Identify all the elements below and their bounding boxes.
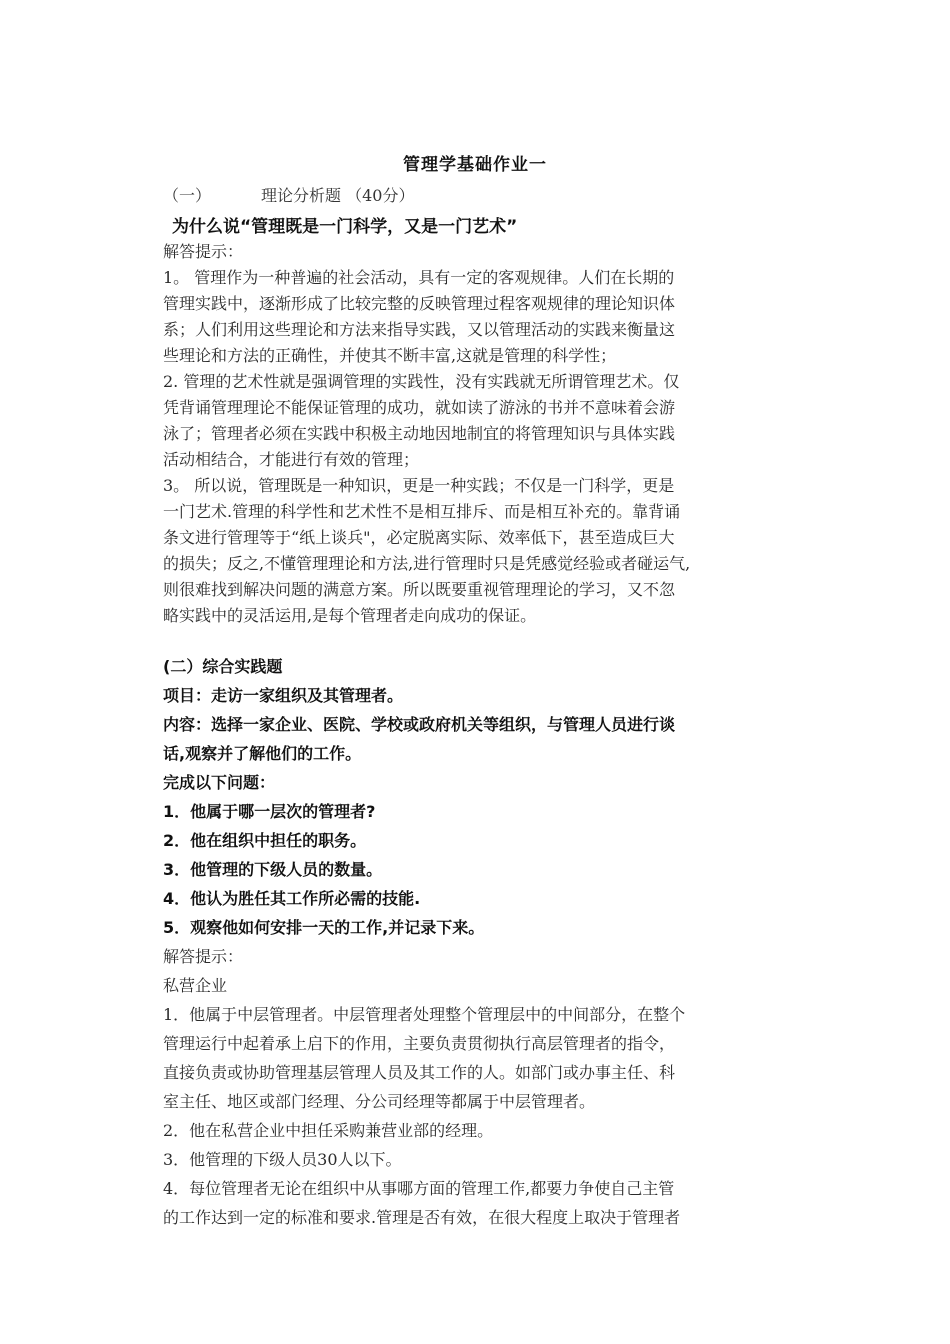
paragraph-line: 系；人们利用这些理论和方法来指导实践，又以管理活动的实践来衡量这 xyxy=(163,320,676,339)
section1-question: 为什么说“管理既是一门科学，又是一门艺术” xyxy=(172,217,518,237)
section1-body xyxy=(163,239,803,629)
section2-org-type: 私营企业 xyxy=(163,976,228,995)
question-item: 4．他认为胜任其工作所必需的技能. xyxy=(163,889,421,908)
paragraph-line: 的损失；反之,不懂管理理论和方法,进行管理时只是凭感觉经验或者碰运气, xyxy=(163,554,691,573)
question-item: 2．他在组织中担任的职务。 xyxy=(163,831,367,850)
section1-label: 理论分析题 （40分） xyxy=(261,186,415,205)
answer-line: 管理运行中起着承上启下的作用，主要负责贯彻执行高层管理者的指令， xyxy=(163,1034,676,1053)
paragraph-line: 泳了；管理者必须在实践中积极主动地因地制宜的将管理知识与具体实践 xyxy=(163,424,676,443)
section1-heading xyxy=(163,183,414,206)
section2-content-line: 内容：选择一家企业、医院、学校或政府机关等组织，与管理人员进行谈 xyxy=(163,715,676,734)
paragraph-line: 凭背诵管理理论不能保证管理的成功，就如读了游泳的书并不意味着会游 xyxy=(163,398,676,417)
question-item: 3．他管理的下级人员的数量。 xyxy=(163,860,383,879)
section2-prompt: 完成以下问题： xyxy=(163,773,276,792)
question-item: 5．观察他如何安排一天的工作,并记录下来。 xyxy=(163,918,485,937)
paragraph-line: 活动相结合，才能进行有效的管理； xyxy=(163,450,420,469)
paragraph-line: 条文进行管理等于“纸上谈兵"，必定脱离实际、效率低下，甚至造成巨大 xyxy=(163,528,675,547)
question-item: 1．他属于哪一层次的管理者? xyxy=(163,802,376,821)
answer-line: 1．他属于中层管理者。中层管理者处理整个管理层中的中间部分，在整个 xyxy=(163,1005,686,1024)
section1-number: （一） xyxy=(163,186,212,205)
answer-line: 的工作达到一定的标准和要求.管理是否有效，在很大程度上取决于管理者 xyxy=(163,1208,681,1227)
paragraph-line: 3。 所以说，管理既是一种知识，更是一种实践；不仅是一门科学，更是 xyxy=(163,476,675,495)
answer-line: 室主任、地区或部门经理、分公司经理等都属于中层管理者。 xyxy=(163,1092,596,1111)
section2-content-line: 话,观察并了解他们的工作。 xyxy=(163,744,362,763)
paragraph-line: 一门艺术.管理的科学性和艺术性不是相互排斥、而是相互补充的。靠背诵 xyxy=(163,502,681,521)
document-title: 管理学基础作业一 xyxy=(403,155,547,175)
section2-body xyxy=(163,652,803,1232)
answer-line: 直接负责或协助管理基层管理人员及其工作的人。如部门或办事主任、科 xyxy=(163,1063,676,1082)
section2-project: 项目：走访一家组织及其管理者。 xyxy=(163,686,404,705)
paragraph-line: 些理论和方法的正确性，并使其不断丰富,这就是管理的科学性； xyxy=(163,346,617,365)
section2-hint-label: 解答提示： xyxy=(163,947,244,966)
paragraph-line: 管理实践中，逐渐形成了比较完整的反映管理过程客观规律的理论知识体 xyxy=(163,294,676,313)
answer-line: 3．他管理的下级人员30人以下。 xyxy=(163,1150,402,1169)
paragraph-line: 则很难找到解决问题的满意方案。所以既要重视管理理论的学习，又不忽 xyxy=(163,580,676,599)
answer-line: 2．他在私营企业中担任采购兼营业部的经理。 xyxy=(163,1121,494,1140)
section2-heading: (二）综合实践题 xyxy=(163,657,283,676)
answer-line: 4．每位管理者无论在组织中从事哪方面的管理工作,都要力争使自己主管 xyxy=(163,1179,675,1198)
paragraph-line: 略实践中的灵活运用,是每个管理者走向成功的保证。 xyxy=(163,606,537,625)
paragraph-line: 2. 管理的艺术性就是强调管理的实践性，没有实践就无所谓管理艺术。仅 xyxy=(163,372,680,391)
paragraph-line: 1。 管理作为一种普遍的社会活动，具有一定的客观规律。人们在长期的 xyxy=(163,268,675,287)
section1-hint-label: 解答提示： xyxy=(163,242,244,261)
